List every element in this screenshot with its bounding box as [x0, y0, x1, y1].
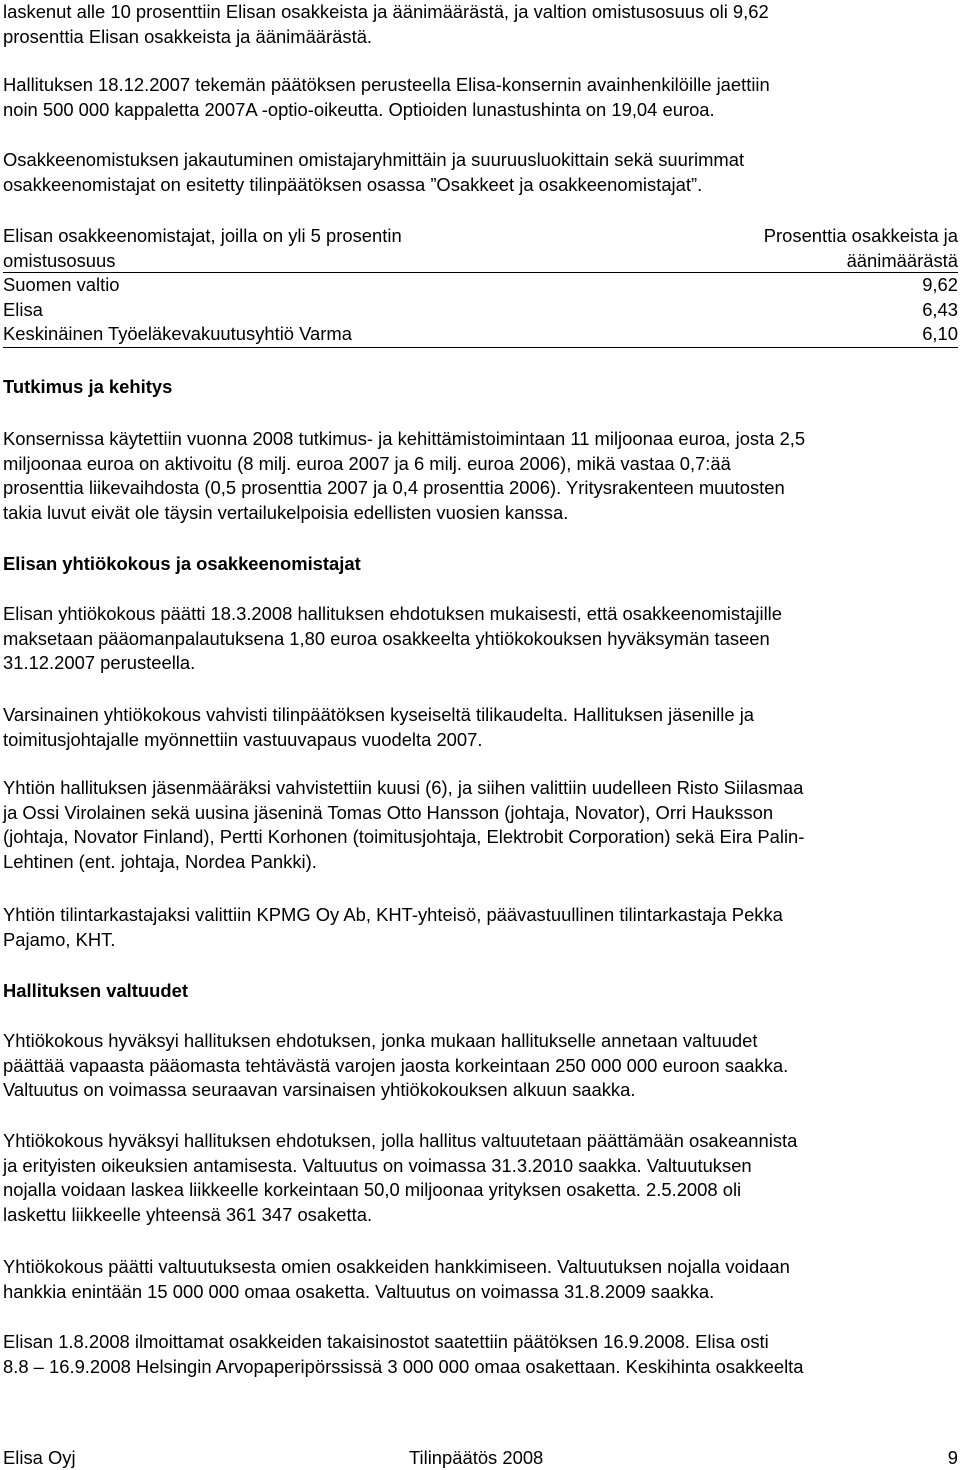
- agm-paragraph-4: [3, 903, 958, 952]
- text-line: maksetaan pääomanpalautuksena 1,80 euroa osakkeelta yhtiökokouksen hyväksymän taseen: [3, 627, 770, 649]
- authorizations-paragraph-1: [3, 1029, 958, 1103]
- text-line: Pajamo, KHT.: [3, 928, 116, 950]
- header-line: äänimäärästä: [846, 249, 958, 271]
- shareholder-percentage: 6,43: [922, 298, 958, 320]
- shareholder-name: Suomen valtio: [3, 274, 120, 295]
- agm-paragraph-3: [3, 776, 958, 874]
- table-header: [3, 222, 958, 273]
- ownership-paragraph: [3, 0, 958, 49]
- authorizations-paragraph-2: [3, 1129, 958, 1227]
- distribution-paragraph: [3, 148, 958, 197]
- research-heading: Tutkimus ja kehitys: [3, 376, 173, 397]
- header-shareholders: [3, 224, 402, 273]
- authorizations-paragraph-3: [3, 1255, 958, 1304]
- text-line: laskenut alle 10 prosenttiin Elisan osakkeista ja äänimäärästä, ja valtion omistusosuus oli 9,62: [3, 1, 769, 22]
- table-row: [3, 298, 958, 323]
- header-percentage: [764, 224, 958, 273]
- text-line: takia luvut eivät ole täysin vertailukelpoisia edellisten vuosien kanssa.: [3, 501, 569, 523]
- shareholder-percentage: 6,10: [922, 323, 958, 344]
- text-line: Yhtiökokous päätti valtuutuksesta omien osakkeiden hankkimiseen. Valtuutuksen nojalla voidaan: [3, 1256, 790, 1277]
- shareholder-name: Keskinäinen Työeläkevakuutusyhtiö Varma: [3, 323, 352, 344]
- text-line: Yhtiön tilintarkastajaksi valittiin KPMG Oy Ab, KHT-yhteisö, päävastuullinen tilintarkastaja Pekka: [3, 904, 783, 925]
- footer-company: Elisa Oyj: [3, 1447, 76, 1468]
- text-line: Yhtiökokous hyväksyi hallituksen ehdotuksen, jonka mukaan hallitukselle annetaan valtuudet: [3, 1030, 758, 1051]
- footer-document-title: Tilinpäätös 2008: [409, 1447, 544, 1468]
- authorizations-heading: Hallituksen valtuudet: [3, 980, 188, 1001]
- text-line: ja erityisten oikeuksien antamisesta. Valtuutus on voimassa 31.3.2010 saakka. Valtuutuksen: [3, 1154, 752, 1176]
- text-line: (johtaja, Novator Finland), Pertti Korhonen (toimitusjohtaja, Elektrobit Corporation) sekä Eira Palin-: [3, 826, 805, 847]
- text-line: Lehtinen (ent. johtaja, Nordea Pankki).: [3, 850, 317, 872]
- text-line: Yhtiökokous hyväksyi hallituksen ehdotuksen, jolla hallitus valtuutetaan päättämään osakeannista: [3, 1130, 798, 1151]
- authorizations-paragraph-4: [3, 1330, 958, 1379]
- research-paragraph: [3, 427, 958, 525]
- text-line: Osakkeenomistuksen jakautuminen omistajaryhmittäin ja suuruusluokittain sekä suurimmat: [3, 149, 745, 170]
- agm-paragraph-2: [3, 703, 958, 752]
- text-line: päättää vapaasta pääomasta tehtävästä varojen jaosta korkeintaan 250 000 000 euroon saakka.: [3, 1054, 789, 1076]
- options-paragraph: [3, 73, 958, 122]
- text-line: hankkia enintään 15 000 000 omaa osaketta. Valtuutus on voimassa 31.8.2009 saakka.: [3, 1280, 715, 1302]
- header-line: Prosenttia osakkeista ja: [763, 225, 958, 246]
- text-line: Elisan 1.8.2008 ilmoittamat osakkeiden takaisinostot saatettiin päätöksen 16.9.2008. Elisa osti: [3, 1331, 769, 1352]
- shareholders-table: [3, 222, 958, 348]
- agm-heading: Elisan yhtiökokous ja osakkeenomistajat: [3, 553, 361, 574]
- header-line: omistusosuus: [3, 249, 116, 271]
- text-line: Valtuutus on voimassa seuraavan varsinaisen yhtiökokouksen alkuun saakka.: [3, 1079, 636, 1100]
- text-line: Yhtiön hallituksen jäsenmääräksi vahvistettiin kuusi (6), ja siihen valittiin uudelleen Risto Siilasmaa: [3, 777, 804, 798]
- footer-page-number: 9: [947, 1447, 958, 1468]
- header-line: Elisan osakkeenomistajat, joilla on yli 5 prosentin: [3, 225, 402, 246]
- text-line: 8.8 – 16.9.2008 Helsingin Arvopaperipörssissä 3 000 000 omaa osakettaan. Keskihinta osakkeelta: [3, 1355, 804, 1377]
- text-line: Elisan yhtiökokous päätti 18.3.2008 hallituksen ehdotuksen mukaisesti, että osakkeenomistajille: [3, 603, 782, 624]
- text-line: prosenttia Elisan osakkeista ja äänimäärästä.: [3, 25, 373, 47]
- text-line: ja Ossi Virolainen sekä uusina jäseninä Tomas Otto Hansson (johtaja, Novator), Orri Hauksson: [3, 801, 774, 823]
- table-row: [3, 322, 958, 348]
- text-line: nojalla voidaan laskea liikkeelle korkeintaan 50,0 miljoonaa yrityksen osaketta. 2.5.2008 oli: [3, 1179, 742, 1200]
- text-line: toimitusjohtajalle myönnettiin vastuuvapaus vuodelta 2007.: [3, 728, 483, 750]
- text-line: osakkeenomistajat on esitetty tilinpäätöksen osassa ”Osakkeet ja osakkeenomistajat”.: [3, 173, 703, 195]
- text-line: Konsernissa käytettiin vuonna 2008 tutkimus- ja kehittämistoimintaan 11 miljoonaa euroa, josta 2,5: [3, 428, 806, 449]
- page-footer: [3, 1446, 958, 1470]
- shareholder-percentage: 9,62: [922, 274, 958, 295]
- text-line: noin 500 000 kappaletta 2007A -optio-oikeutta. Optioiden lunastushinta on 19,04 euroa.: [3, 98, 715, 120]
- table-row: [3, 273, 958, 298]
- text-line: miljoonaa euroa on aktivoitu (8 milj. euroa 2007 ja 6 milj. euroa 2006), mikä vastaa 0,7:ää: [3, 452, 731, 474]
- text-line: Varsinainen yhtiökokous vahvisti tilinpäätöksen kyseiseltä tilikaudelta. Hallituksen jäsenille ja: [3, 704, 755, 725]
- shareholder-name: Elisa: [3, 298, 43, 320]
- text-line: Hallituksen 18.12.2007 tekemän päätöksen perusteella Elisa-konsernin avainhenkilöille jaettiin: [3, 74, 770, 95]
- text-line: prosenttia liikevaihdosta (0,5 prosenttia 2007 ja 0,4 prosenttia 2006). Yritysrakenteen muutosten: [3, 477, 785, 498]
- text-line: laskettu liikkeelle yhteensä 361 347 osaketta.: [3, 1203, 373, 1225]
- text-line: 31.12.2007 perusteella.: [3, 652, 196, 673]
- agm-paragraph-1: [3, 602, 958, 676]
